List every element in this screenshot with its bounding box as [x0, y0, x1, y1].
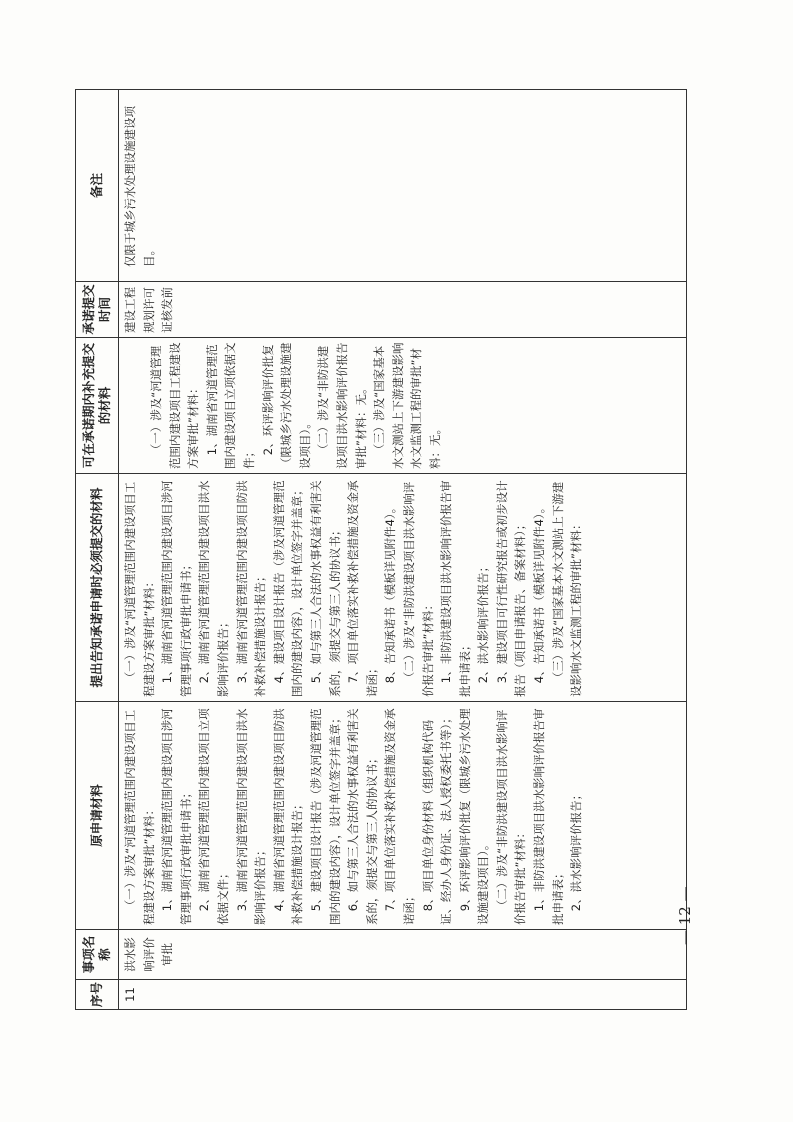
supplement-materials	[119, 338, 687, 474]
original-materials	[119, 702, 687, 930]
required-line: 1、湖南省河道管理范围内建设项目涉河管理事项行政审批申请书；	[160, 480, 193, 697]
remark: 仅限于城乡污水处理设施建设项目。	[119, 90, 687, 282]
original-line: 1、湖南省河道管理范围内建设项目涉河管理事项行政审批申请书；	[160, 708, 193, 925]
supplement-line: （一）涉及“河道管理范围内建设项目工程建设方案审批”材料：	[149, 342, 201, 469]
header-supplement: 可在承诺期内补充提交的材料	[76, 338, 119, 474]
required-line: 1、非防洪建设项目洪水影响评价报告审批申请表；	[439, 480, 472, 697]
required-line: （三）涉及“国家基本水文测站上下游建设影响水文监测工程的审批”材料：	[550, 481, 584, 697]
original-line: 1、非防洪建设项目洪水影响评价报告审批申请表；	[532, 708, 565, 925]
original-line: 7、项目单位落实补救补偿措施及资金承诺函；	[383, 708, 416, 925]
required-line: 2、洪水影响评价报告；	[476, 560, 491, 684]
header-required: 提出告知承诺申请时必须提交的材料	[76, 474, 119, 702]
required-line: 2、湖南省河道管理范围内建设项目洪水影响评价报告；	[197, 480, 230, 697]
supplement-line: （二）涉及“非防洪建设项目洪水影响评价报告审批”材料：无。	[316, 342, 368, 469]
original-line: 6、如与第三人合法的水事权益有利害关系的，须提交与第三人的协议书；	[346, 708, 379, 925]
rotated-page	[75, 90, 687, 1010]
header-no: 序号	[76, 980, 119, 1010]
original-line: （一）涉及“河道管理范围内建设项目工程建设方案审批”材料：	[123, 709, 156, 925]
original-line: 2、洪水影响评价报告；	[569, 788, 584, 912]
required-line: （一）涉及“河道管理范围内建设项目工程建设方案审批”材料：	[123, 481, 156, 697]
required-line: 4、告知承诺书（模板详见附件4）。	[532, 501, 547, 684]
original-line: 4、湖南省河道管理范围内建设项目防洪补救补偿措施设计报告；	[271, 708, 305, 925]
header-row	[76, 90, 119, 1010]
original-line: 8、项目单位身份材料（组织机构代码证、经办人身份证、法人授权委托书等）；	[420, 712, 454, 925]
header-original: 原申请材料	[76, 702, 119, 930]
matters-table	[75, 89, 687, 1010]
supplement-line: 1、湖南省河道管理范围内建设项目立项依据文件；	[204, 342, 256, 469]
required-line: 3、湖南省河道管理范围内建设项目防洪补救补偿措施设计报告；	[234, 480, 268, 697]
required-line: 5、如与第三人合法的水事权益有利害关系的，须提交与第三人的协议书；	[308, 480, 342, 697]
commit-time: 建设工程规划许可证核发前	[119, 282, 687, 338]
required-line: 4、建设项目设计报告（涉及河道管理范围内的建设内容），设计单位签字并盖章；	[271, 480, 305, 697]
row-name: 洪水影响评价审批	[119, 930, 687, 980]
header-time: 承诺提交时间	[76, 282, 119, 338]
required-materials	[119, 474, 687, 702]
required-line: 7、项目单位落实补救补偿措施及资金承诺函；	[346, 480, 379, 697]
required-line: （二）涉及“非防洪建设项目洪水影响评价报告审批”材料：	[401, 481, 435, 697]
table-row	[119, 90, 687, 1010]
header-name: 事项名称	[76, 930, 119, 980]
required-line: 3、建设项目可行性研究报告或初步设计报告（项目申请报告、备案材料）；	[494, 480, 528, 697]
header-remark: 备注	[76, 90, 119, 282]
original-line: 2、湖南省河道管理范围内建设项目立项依据文件；	[197, 708, 230, 925]
original-line: 9、环评影响评价批复（限城乡污水处理设施建设项目）。	[457, 708, 491, 925]
supplement-line: 2、环评影响评价批复（限城乡污水处理设施建设项目）。	[260, 342, 312, 469]
original-line: 3、湖南省河道管理范围内建设项目洪水影响评价报告；	[234, 708, 268, 925]
original-line: 5、建设项目设计报告（涉及河道管理范围内的建设内容），设计单位签字并盖章；	[308, 708, 342, 925]
required-line: 8、告知承诺书（模板详见附件4）。	[383, 501, 398, 684]
row-no: 11	[119, 980, 687, 1010]
page-number: — 12 —	[676, 886, 694, 945]
original-line: （二）涉及“非防洪建设项目洪水影响评价报告审批”材料：	[494, 709, 528, 925]
supplement-line: （三）涉及“国家基本水文测站上下游建设影响水文监测工程的审批”材料：无。	[372, 342, 442, 469]
